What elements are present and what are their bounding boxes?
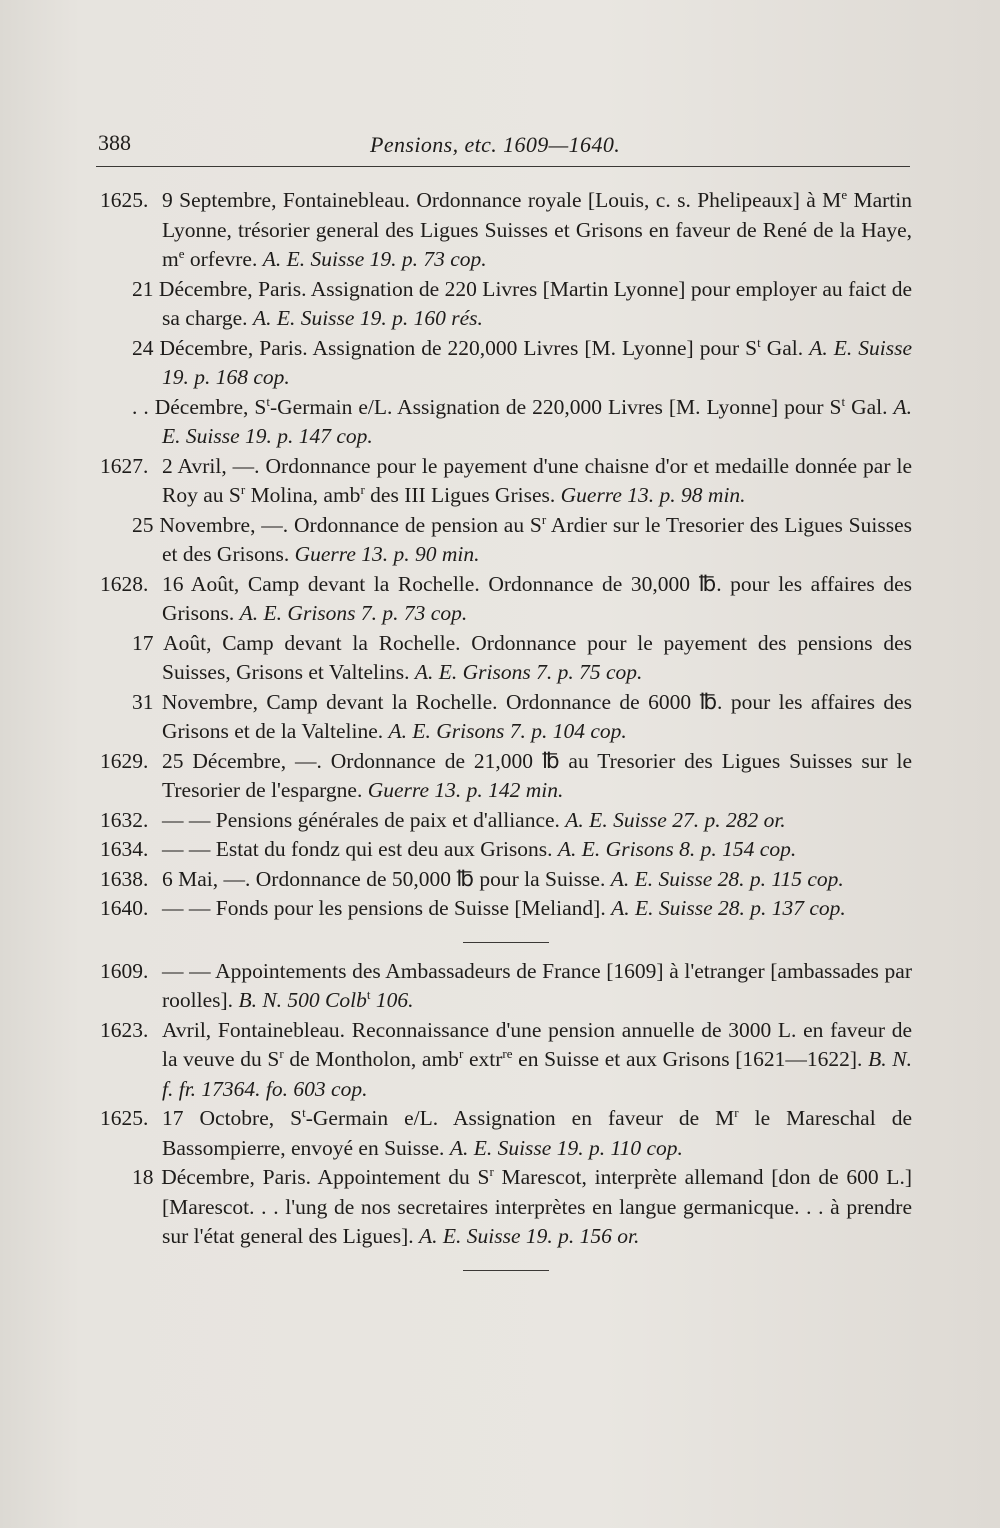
- list-item: [100, 835, 912, 865]
- entry-reference: A. E. Suisse 28. p. 115 cop.: [610, 866, 844, 891]
- entry-text: Fonds pour les pensions de Suisse [Meliand].: [215, 896, 606, 920]
- entry-reference: Guerre 13. p. 98 min.: [560, 483, 746, 507]
- entry-reference: A. E. Suisse 19. p. 156 or.: [419, 1224, 640, 1248]
- entry-reference: A. E. Suisse 19. p. 168 cop.: [162, 335, 912, 389]
- entry-superscript: e: [178, 246, 185, 261]
- entry-year: 1623.: [100, 1017, 149, 1042]
- list-item: [100, 806, 912, 836]
- entry-reference: Guerre 13. p. 142 min.: [367, 778, 564, 802]
- entry-reference: A. E. Grisons 8. p. 154 cop.: [557, 837, 797, 861]
- entry-superscript: r: [240, 482, 246, 497]
- entry-superscript: e: [841, 187, 848, 202]
- entry-text: Molina, amb: [245, 483, 361, 507]
- entry-text: extr: [463, 1047, 503, 1071]
- entry-reference: Guerre 13. p. 90 min.: [294, 542, 480, 566]
- section-divider: [463, 942, 549, 943]
- entry-text: de Montholon, amb: [283, 1047, 459, 1071]
- entry-superscript: t: [302, 1105, 306, 1120]
- entry-text: Ordonnance pour le payement des pensions des Suisses, Grisons et Valtelins.: [162, 630, 912, 684]
- entry-date: 2 Avril, —.: [162, 453, 260, 478]
- page-body: [100, 186, 912, 1271]
- page-header: [96, 126, 910, 167]
- entry-text: Martin Lyonne, trésorier general des Ligues Suisses et Grisons en faveur de René de la Haye, m: [162, 188, 912, 271]
- entry-superscript: r: [734, 1105, 739, 1120]
- entry-text: en Suisse et aux Grisons [1621—1622].: [512, 1047, 863, 1071]
- entry-year: 1609.: [100, 958, 149, 983]
- entry-date: — —: [162, 807, 211, 832]
- list-item: [100, 334, 912, 393]
- list-item: [100, 747, 912, 806]
- entry-text: Ordonnance de 30,000 ℔. pour les affaires des Grisons.: [162, 571, 913, 625]
- entry-text: Ordonnance de 50,000 ℔ pour la Suisse.: [255, 866, 606, 891]
- entry-date: — —: [162, 958, 211, 983]
- entry-date: 16 Août, Camp devant la Rochelle.: [162, 571, 480, 596]
- entry-reference: A. E. Suisse 19. p. 110 cop.: [449, 1135, 683, 1160]
- entry-year: 1632.: [100, 807, 149, 832]
- entry-date: 18 Décembre, Paris.: [132, 1165, 312, 1189]
- entry-year: 1638.: [100, 866, 149, 891]
- entry-date: . . Décembre, S: [132, 394, 267, 419]
- list-item: [100, 865, 912, 895]
- entry-date: — —: [162, 896, 211, 920]
- entry-superscript: t: [366, 987, 371, 1002]
- page-number: 388: [98, 130, 131, 155]
- entry-year: 1634.: [100, 837, 149, 861]
- entry-text: Ordonnance de 6000 ℔. pour les affaires des Grisons et de la Valteline.: [162, 689, 912, 743]
- entry-superscript: r: [541, 511, 547, 527]
- entry-text: Marescot, interprète allemand [don de 600 L.] [Marescot. . . l'ung de nos secretaires interprètes en langue germanicque. . . à prendre sur l'état general des Ligues].: [162, 1165, 912, 1248]
- entry-reference: A. E. Grisons 7. p. 75 cop.: [414, 660, 643, 684]
- entry-text: Appointements des Ambassadeurs de France [1609] à l'etranger [ambassades par roolles].: [162, 958, 913, 1012]
- list-item: [100, 452, 912, 511]
- entry-reference: A. E. Suisse 27. p. 282 or.: [565, 807, 786, 832]
- list-item: [100, 570, 912, 629]
- entry-text: le Mareschal de Bassompierre, envoyé en Suisse.: [162, 1106, 912, 1160]
- entry-date: 9 Septembre, Fontainebleau.: [162, 188, 410, 212]
- entry-text: Reconnaissance d'une pension annuelle de 3000 L. en faveur de la veuve du S: [162, 1017, 912, 1071]
- entry-superscript: r: [489, 1164, 494, 1179]
- entry-date: 21 Décembre, Paris.: [132, 276, 307, 301]
- entry-date: -Germain e/L.: [305, 1106, 439, 1130]
- entry-superscript: re: [502, 1046, 513, 1061]
- list-item: [100, 629, 912, 688]
- entry-text: Ordonnance pour le payement d'une chaisne d'or et medaille donnée par le Roy au S: [162, 453, 912, 507]
- entry-text: Ordonnance de pension au S: [294, 512, 542, 537]
- running-title: Pensions, etc. 1609—1640.: [370, 132, 621, 157]
- list-item: [100, 1163, 912, 1252]
- entry-text: Estat du fondz qui est deu aux Grisons.: [215, 837, 553, 861]
- entry-year: 1629.: [100, 748, 149, 773]
- list-item: [100, 511, 912, 570]
- entry-reference: B. N. f. fr. 17364. fo. 603 cop.: [162, 1047, 912, 1101]
- list-item: [100, 957, 912, 1016]
- entry-date: 31 Novembre, Camp devant la Rochelle.: [132, 689, 498, 714]
- list-item: [100, 688, 912, 747]
- section-divider: [463, 1270, 549, 1271]
- list-item: [100, 186, 912, 275]
- entry-superscript: t: [757, 334, 761, 350]
- list-item: [100, 1016, 912, 1105]
- entry-text: Assignation de 220,000 Livres [M. Lyonne] pour S: [312, 335, 758, 360]
- entry-date: 17 Août, Camp devant la Rochelle.: [132, 630, 461, 655]
- entry-reference: A. E. Grisons 7. p. 104 cop.: [388, 719, 627, 743]
- entry-date: — —: [162, 837, 211, 861]
- entry-superscript: r: [279, 1046, 284, 1061]
- entry-date: 24 Décembre, Paris.: [132, 335, 308, 360]
- entry-reference: A. E. Suisse 19. p. 147 cop.: [162, 394, 913, 448]
- entry-reference: 106.: [370, 988, 414, 1012]
- entry-date: 25 Décembre, —.: [162, 748, 322, 773]
- list-item: [100, 1104, 912, 1163]
- entry-date: 25 Novembre, —.: [132, 512, 289, 537]
- entry-text: Gal.: [845, 394, 888, 419]
- entry-text: Assignation de 220 Livres [Martin Lyonne] pour employer au faict de sa charge.: [162, 276, 912, 330]
- entry-text: Appointement du S: [317, 1165, 490, 1189]
- entry-text: Pensions générales de paix et d'alliance.: [215, 807, 560, 832]
- entry-date: 17 Octobre, S: [162, 1106, 303, 1130]
- entry-text: Gal.: [760, 335, 804, 360]
- entry-text: Ordonnance de 21,000 ℔ au Tresorier des Ligues Suisses sur le Tresorier de l'espargne.: [162, 748, 913, 802]
- entry-superscript: r: [360, 482, 365, 497]
- entry-reference: B. N. 500 Colb: [238, 988, 367, 1012]
- list-item: [100, 275, 912, 334]
- entry-superscript: r: [458, 1046, 464, 1061]
- entry-superscript: t: [266, 393, 270, 409]
- entry-year: 1627.: [100, 453, 149, 478]
- entry-year: 1628.: [100, 571, 149, 596]
- entry-date: 6 Mai, —.: [162, 866, 251, 891]
- entry-reference: A. E. Suisse 19. p. 73 cop.: [262, 247, 487, 271]
- entry-year: 1625.: [100, 1106, 149, 1130]
- entry-year: 1625.: [100, 188, 149, 212]
- entry-text: Assignation en faveur de M: [452, 1106, 735, 1130]
- entry-reference: A. E. Suisse 19. p. 160 rés.: [252, 306, 483, 330]
- entry-text: Ardier sur le Tresorier des Ligues Suisses et des Grisons.: [162, 512, 912, 566]
- entry-reference: A. E. Grisons 7. p. 73 cop.: [239, 601, 468, 625]
- entry-text: Ordonnance royale [Louis, c. s. Phelipeaux] à M: [416, 188, 842, 212]
- entry-text: orfevre.: [184, 247, 258, 271]
- entry-year: 1640.: [100, 896, 149, 920]
- entry-date: -Germain e/L.: [269, 394, 393, 419]
- entry-superscript: t: [841, 393, 846, 409]
- entry-text: des III Ligues Grises.: [364, 483, 556, 507]
- list-item: [100, 393, 912, 452]
- list-item: [100, 894, 912, 924]
- entry-reference: A. E. Suisse 28. p. 137 cop.: [611, 896, 846, 920]
- entry-date: Avril, Fontainebleau.: [162, 1017, 346, 1042]
- entry-text: Assignation de 220,000 Livres [M. Lyonne] pour S: [397, 394, 842, 419]
